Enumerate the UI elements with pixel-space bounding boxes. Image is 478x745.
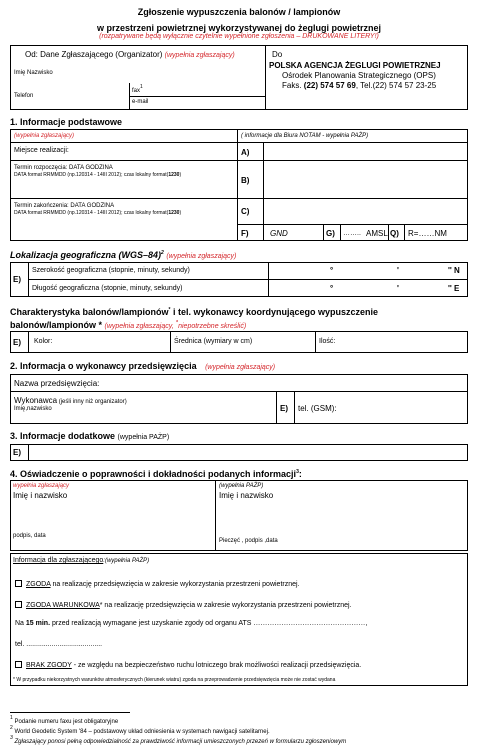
- lat-deg: °: [330, 266, 334, 275]
- place-label: Miejsce realizacji:: [14, 147, 69, 154]
- recipient-contact: Faks. (22) 574 57 69, Tel.(22) 574 57 23-25: [282, 81, 437, 90]
- consent-checkbox[interactable]: [15, 580, 22, 587]
- code-a: A): [241, 148, 250, 157]
- color-label: Kolor:: [34, 338, 53, 345]
- divider: [10, 391, 468, 392]
- section3-table: [10, 444, 468, 461]
- divider: [388, 224, 389, 241]
- lon-min: ': [397, 284, 399, 293]
- balloons-code-e: E): [13, 338, 21, 347]
- count-label: Ilość:: [319, 338, 336, 345]
- section3-title: 3. Informacje dodatkowe (wypełnia PAŻP): [10, 431, 170, 441]
- amsl-label: AMSL: [366, 229, 388, 238]
- ats-requirement: Na 15 min. przed realizacją wymagane jest uzyskanie zgody od organu ATS …………………………………………,: [15, 620, 368, 627]
- conditional-consent-option[interactable]: ZGODA WARUNKOWA* na realizację przedsięwzięcia w zakresie wykorzystania przestrzeni powietrznej.: [15, 601, 351, 610]
- geo-code-e: E): [13, 275, 21, 284]
- geo-title: Lokalizacja geograficzna $(WGS-84)^2$ (wypełnia zgłaszający): [10, 250, 237, 260]
- sender-name-label: Imię Nazwisko: [14, 70, 53, 76]
- lat-label: Szerokość geograficzna (stopnie, minuty, sekundy): [32, 267, 190, 274]
- divider: [294, 391, 295, 424]
- diameter-label: Średnica (wymiary w cm): [174, 338, 253, 345]
- applicant-info-label: Informacja dla zgłaszającego:(wypełnia PAŻP): [13, 557, 150, 564]
- divider: [28, 331, 29, 353]
- divider: [340, 224, 341, 241]
- no-consent-option[interactable]: BRAK ZGODY - ze względu na bezpieczeństwo ruchu lotniczego brak możliwości realizacji przedsięwzięcia.: [15, 661, 361, 670]
- divider: [10, 142, 468, 143]
- no-consent-checkbox[interactable]: [15, 661, 22, 668]
- divider: [404, 224, 405, 241]
- radius-field: R=……NM: [408, 229, 447, 238]
- divider: [323, 224, 324, 241]
- sender-label: Od: Dane Zgłaszającego (Organizator) (wypełnia zgłaszający): [25, 50, 235, 59]
- code-c: C): [241, 207, 250, 216]
- section4-left-name: Imię i nazwisko: [13, 491, 68, 500]
- start-format: DATA format RRMMDD (np.120314 - 14III 2012); czas lokalny format(1230): [14, 172, 182, 178]
- section1-left-hint: (wypełnia zgłaszający): [14, 133, 75, 139]
- section3-code-e: E): [13, 448, 21, 457]
- section2-code-e: E): [280, 404, 288, 413]
- balloons-title-line2: balonów/lampionów * (wypełnia zgłaszający, *niepotrzebne skreślić): [10, 320, 247, 330]
- end-format: DATA format RRMMDD (np.120314 - 14III 2012); czas lokalny format(1230): [14, 210, 182, 216]
- divider: [237, 129, 238, 241]
- lat-min: ': [397, 266, 399, 275]
- divider: [237, 224, 468, 225]
- section4-left-hint: wypełnia zgłaszający: [13, 483, 70, 489]
- consent-option[interactable]: ZGODA na realizację przedsięwzięcia w zakresie wykorzystania przestrzeni powietrznej.: [15, 580, 300, 589]
- form-title-line2: w przestrzeni powietrznej wykorzystywanej do żeglugi powietrznej: [96, 23, 382, 33]
- code-b: B): [241, 176, 250, 185]
- contractor-label: Wykonawca (jeśli inny niż organizator): [14, 396, 127, 405]
- sender-phone-label: Telefon: [14, 93, 34, 99]
- divider: [263, 142, 264, 241]
- footnote-2: $^2$ World Geodetic System '84 – podstawowy układ odniesienia w systemach nawigacji satelitarnej.: [10, 725, 270, 735]
- weather-footnote: * W przypadku niekorzystnych warunków atmosferycznych (kierunek wiatru) zgoda na przeprowadzenie przedsięwzięcia może nie zostać wydana: [13, 677, 336, 683]
- recipient-to-label: Do: [272, 50, 283, 59]
- section2-title: 2. Informacja o wykonawcy przedsięwzięcia (wypełnia zgłaszający): [10, 361, 276, 371]
- divider: [10, 198, 468, 199]
- divider: [28, 279, 468, 280]
- divider: [265, 45, 266, 110]
- form-subtitle: (rozpatrywane będą wyłącznie czytelnie wypełnione zgłoszenia – DRUKOWANE LITERY!): [99, 33, 379, 40]
- divider: [129, 96, 265, 97]
- divider: [276, 391, 277, 424]
- lon-suffix: '' E: [448, 284, 460, 293]
- recipient-center: Ośrodek Planowania Strategicznego (OPS): [282, 71, 436, 80]
- recipient-agency: POLSKA AGENCJA ŻEGLUGI POWIETRZNEJ: [269, 61, 441, 70]
- divider: [170, 331, 171, 353]
- contractor-name-label: Imię,nazwisko: [14, 406, 52, 412]
- footnote-1: $^1$ Podanie numeru faxu jest obligatoryjne: [10, 715, 119, 725]
- conditional-consent-checkbox[interactable]: [15, 601, 22, 608]
- divider: [10, 160, 468, 161]
- gnd-value: GND: [270, 229, 288, 238]
- divider: [28, 444, 29, 461]
- sender-email-label: e-mail: [132, 99, 149, 105]
- section4-right-hint: (wypełnia PAŻP): [219, 483, 264, 489]
- event-name-label: Nazwa przedsięwzięcia:: [14, 379, 100, 388]
- balloons-title: Charakterystyka balonów/lampionów* i tel. wykonawcy koordynującego wypuszczenie: [10, 307, 379, 317]
- code-q: Q): [390, 229, 399, 238]
- code-g: G): [326, 229, 335, 238]
- divider: [315, 331, 316, 353]
- code-f: F): [241, 229, 249, 238]
- section4-right-name: Imię i nazwisko: [219, 491, 274, 500]
- lon-deg: °: [330, 284, 334, 293]
- form-title: Zgłoszenie wypuszczenia balonów / lampionów: [137, 7, 341, 17]
- footnote-3: $^3$ Zgłaszający ponosi pełną odpowiedzialność za prawdziwość informacji umieszczonych przezeń w formularzu zgłoszeniowym: [10, 735, 347, 745]
- lat-suffix: '' N: [448, 266, 460, 275]
- section4-left-sign: podpis, data: [13, 533, 46, 539]
- ats-phone: tel. .......................................: [15, 641, 103, 648]
- sender-fax-label: fax$^1$: [132, 84, 143, 94]
- section4-right-sign: Pieczęć , podpis ,data: [219, 538, 278, 544]
- amsl-dots: ……..: [343, 230, 361, 237]
- contractor-phone-label: tel. (GSM):: [298, 404, 337, 413]
- lon-label: Długość geograficzna (stopnie, minuty, sekundy): [32, 285, 183, 292]
- section4-title: 4. Oświadczenie o poprawności i dokładności podanych informacji$^3$:: [10, 469, 302, 479]
- section1-title: 1. Informacje podstawowe: [10, 117, 123, 127]
- divider: [215, 480, 216, 551]
- end-label: Termin zakończenia: DATA GODZINA: [14, 203, 115, 209]
- footnote-divider: [10, 712, 130, 713]
- section1-right-hint: ( informacje dla Biura NOTAM - wypełnia PAŻP): [241, 133, 369, 139]
- start-label: Termin rozpoczęcia: DATA GODZINA: [14, 165, 113, 171]
